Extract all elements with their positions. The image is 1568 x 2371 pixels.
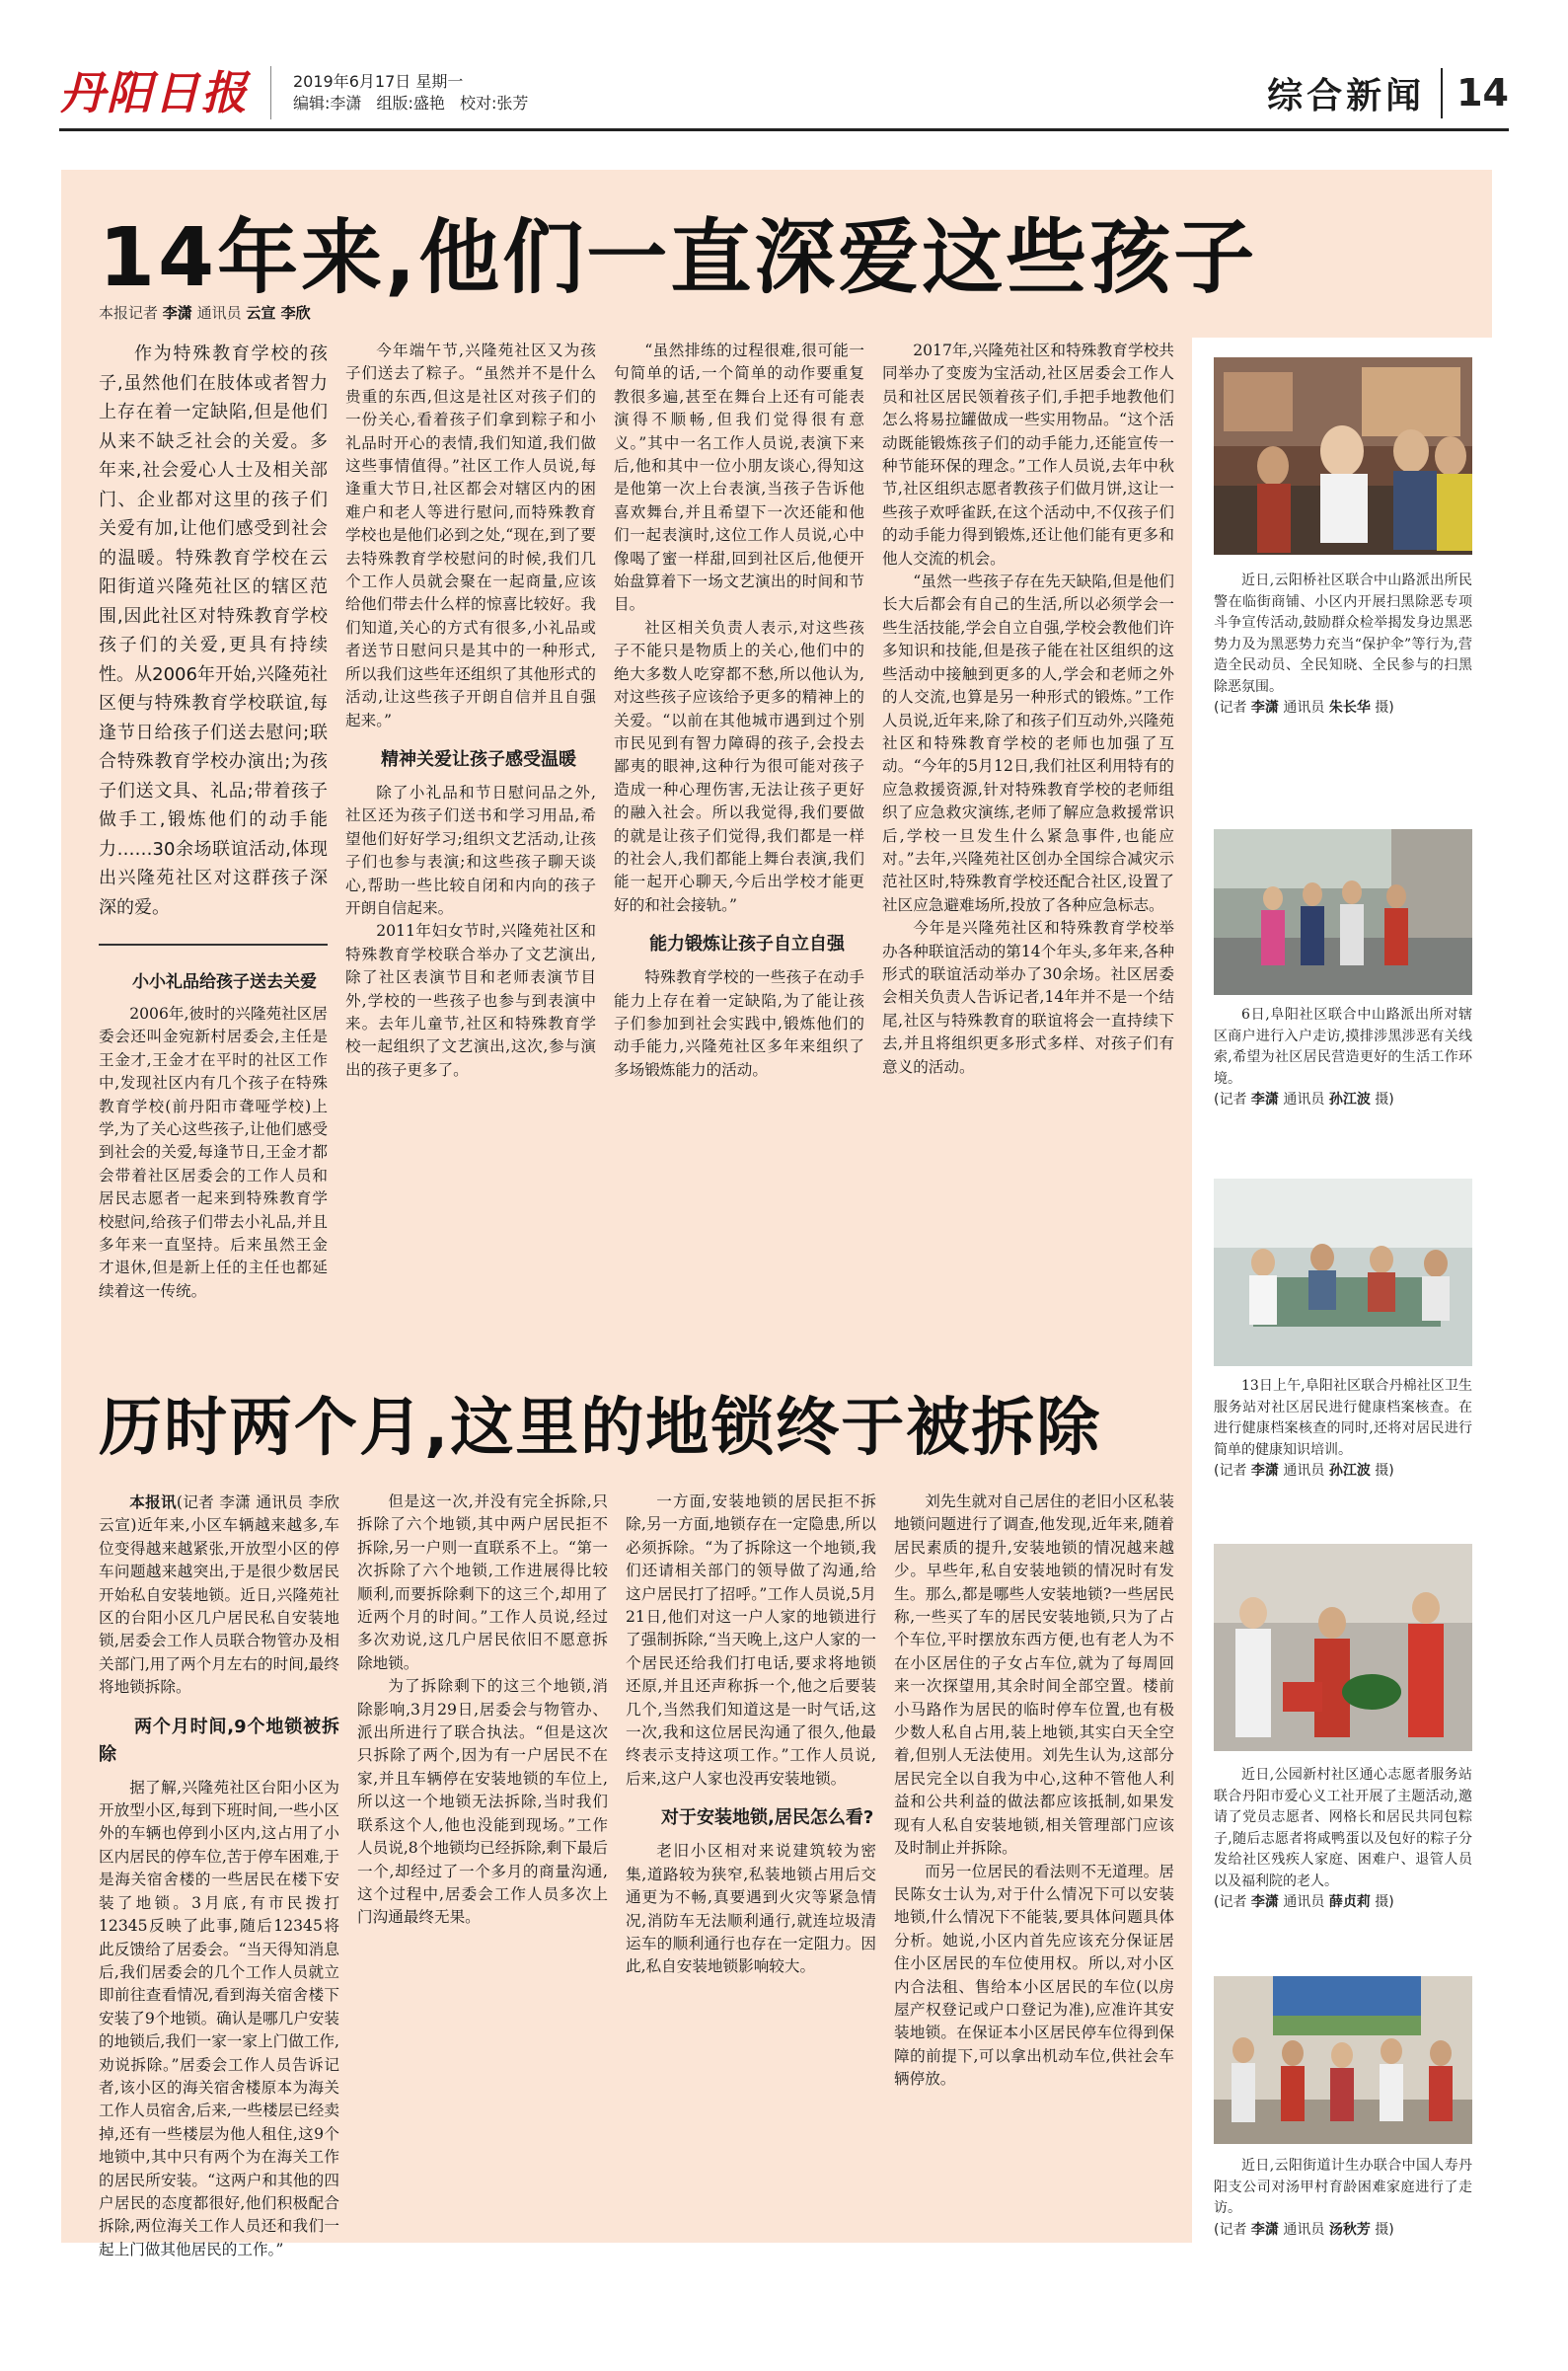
photo-caption-3 xyxy=(1214,1376,1472,1483)
byline-correspondents: 云宣 李欣 xyxy=(246,304,311,322)
article1-para-7: 特殊教育学校的一些孩子在动手能力上存在着一定缺陷,为了能让孩子们参加到社会实践中,锻炼他们的动手能力,兴隆苑社区多年来组织了多场锻炼能力的活动。 xyxy=(614,968,864,1079)
article2-para-7: 而另一位居民的看法则不无道理。居民陈女士认为,对于什么情况下可以安装地锁,什么情况下不能装,要具体问题具体分析。她说,小区内首先应该充分保证居住小区居民的车位使用权。所以,对小区内合法租、售给本小区居民的车位(以房屋产权登记或户口登记为准),应准许其安装地锁。在保证本小区居民停车位得到保障的前提下,可以拿出机动车位,供社会车辆停放。 xyxy=(894,1862,1174,2089)
article1-column-4 xyxy=(882,340,1174,1337)
credit-prefix: (记者 xyxy=(1214,1894,1247,1910)
credit-mid: 通讯员 xyxy=(1283,1092,1325,1108)
article1-subhead-2: 精神关爱让孩子感受温暖 xyxy=(381,748,576,770)
photo-door-to-door-visit xyxy=(1214,829,1472,995)
editor-credit: 编辑:李潇 xyxy=(293,94,362,113)
credit-mid: 通讯员 xyxy=(1283,1463,1325,1479)
byline-mid: 通讯员 xyxy=(196,304,242,322)
credit-reporter: 李潇 xyxy=(1250,2221,1279,2238)
article2-subhead-1: 两个月时间,9个地锁被拆除 xyxy=(99,1716,339,1765)
photo-caption-2 xyxy=(1214,1005,1472,1111)
article1-para-3: 除了小礼品和节日慰问品之外,社区还为孩子们送书和学习用品,希望他们好好学习;组织文艺活动,让孩子们也参与表演;和这些孩子聊天谈心,帮助一些比较自闭和内向的孩子开朗自信起来。 xyxy=(345,783,596,917)
section-name: 综合新闻 xyxy=(1267,68,1443,118)
newspaper-logo: 丹阳日报 xyxy=(59,66,271,119)
credit-prefix: (记者 xyxy=(1214,700,1247,716)
credit-photographer: 孙江波 xyxy=(1328,1092,1371,1108)
article1-para-2: 今年端午节,兴隆苑社区又为孩子们送去了粽子。“虽然并不是什么贵重的东西,但这是社区对孩子们的一份关心,看着孩子们拿到粽子和小礼品时开心的表情,我们知道,我们做这些事情值得。”社区工作人员说,每逢重大节日,社区都会对辖区内的困难户和老人等进行慰问,而特殊教育学校也是他们必到之处,“现在,到了要去特殊教育学校慰问的时候,我们几个工作人员就会聚在一起商量,应该给他们带去什么样的惊喜比较好。我们知道,关心的方式有很多,小礼品或者送节日慰问只是其中的一种形式,所以我们这些年还组织了其他形式的活动,让这些孩子开朗自信并且自强起来。” xyxy=(345,342,596,729)
photo-sidebar xyxy=(1192,338,1493,2243)
credit-reporter: 李潇 xyxy=(1250,1463,1279,1479)
photo-family-visit xyxy=(1214,1976,1472,2144)
article2-para-1: 据了解,兴隆苑社区台阳小区为开放型小区,每到下班时间,一些小区外的车辆也停到小区内,这占用了小区内居民的停车位,苦于停车困难,于是海关宿舍楼的一些居民在楼下安装了地锁。3月底,有市民拨打12345反映了此事,随后12345将此反馈给了居委会。“当天得知消息后,我们居委会的几个工作人员就立即前往查看情况,看到海关宿舍楼下安装了9个地锁。确认是哪几户安装的地锁后,我们一家一家上门做工作,劝说拆除。”居委会工作人员告诉记者,该小区的海关宿舍楼原本为海关工作人员宿舍,后来,一些楼层已经卖掉,还有一些楼层为他人租住,这9个地锁中,其中只有两个为在海关工作的居民所安装。“这两户和其他的四户居民的态度都很好,他们积极配合拆除,两位海关工作人员还和我们一起上门做其他居民的工作。” xyxy=(99,1778,339,2258)
article2-column-4 xyxy=(894,1491,1174,2231)
article2-para-5: 老旧小区相对来说建筑较为密集,道路较为狭窄,私装地锁占用后交通更为不畅,真要遇到火灾等紧急情况,消防车无法顺利通行,就连垃圾清运车的顺利通行也存在一定阻力。因此,私自安装地锁影响较大。 xyxy=(626,1842,876,1976)
article1-para-5: “虽然排练的过程很难,很可能一句简单的话,一个简单的动作要重复教很多遍,甚至在舞台上还有可能表演得不顺畅,但我们觉得很有意义。”其中一名工作人员说,表演下来后,他和其中一位小朋友谈心,得知这是他第一次上台表演,当孩子告诉他喜欢舞台,并且希望下一次还能和他们一起表演时,这位工作人员说,心中像喝了蜜一样甜,回到社区后,他便开始盘算着下一场文艺演出的时间和节目。 xyxy=(614,342,864,614)
article2-para-6: 刘先生就对自己居住的老旧小区私装地锁问题进行了调查,他发现,近年来,随着居民素质的提升,安装地锁的情况越来越少。早些年,私自安装地锁的情况时有发生。那么,都是哪些人安装地锁?一些居民称,一些买了车的居民安装地锁,只为了占个车位,平时摆放东西方便,也有老人为不在小区居住的子女占车位,就为了每周回来一次探望用,其余时间全部空置。楼前小马路作为居民的临时停车位置,也有极少数人私自占用,装上地锁,其实白天全空着,但别人无法使用。刘先生认为,这部分居民完全以自我为中心,这种不管他人利益和公共利益的做法都应该抵制,如果发现有人私自安装地锁,相关管理部门应该及时制止并拆除。 xyxy=(894,1492,1174,1858)
credit-suffix: 摄) xyxy=(1375,1463,1394,1479)
article2-column-2 xyxy=(357,1491,608,2231)
credit-photographer: 汤秋芳 xyxy=(1328,2221,1371,2238)
caption-text: 近日,云阳街道计生办联合中国人寿丹阳支公司对汤甲村育龄困难家庭进行了走访。 xyxy=(1214,2158,1472,2216)
credit-suffix: 摄) xyxy=(1375,700,1394,716)
article1-para-10: 今年是兴隆苑社区和特殊教育学校举办各种联谊活动的第14个年头,多年来,各种形式的联谊活动举办了30余场。社区居委会相关负责人告诉记者,14年并不是一个结尾,社区与特殊教育的联谊将会一直持续下去,并且将组织更多形式多样、对孩子们有意义的活动。 xyxy=(882,919,1174,1076)
photo-credit xyxy=(1214,1090,1472,1111)
photo-health-records-check xyxy=(1214,1179,1472,1366)
caption-text: 13日上午,阜阳社区联合丹棉社区卫生服务站对社区居民进行健康档案核查。在进行健康档案核查的同时,还将对居民进行简单的健康知识培训。 xyxy=(1214,1378,1472,1458)
caption-text: 近日,公园新村社区通心志愿者服务站联合丹阳市爱心义工社开展了主题活动,邀请了党员志愿者、网格长和居民共同包粽子,随后志愿者将咸鸭蛋以及包好的粽子分发给社区残疾人家庭、困难户、退管人员以及福利院的老人。 xyxy=(1214,1767,1472,1889)
issue-meta xyxy=(293,71,538,115)
credit-mid: 通讯员 xyxy=(1283,1894,1325,1910)
issue-date: 2019年6月17日 星期一 xyxy=(293,72,464,91)
credit-reporter: 李潇 xyxy=(1250,1092,1279,1108)
staff-credits xyxy=(293,93,538,115)
credit-prefix: (记者 xyxy=(1214,1092,1247,1108)
photo-caption-1 xyxy=(1214,571,1472,720)
page-number: 14 xyxy=(1456,71,1509,115)
credit-suffix: 摄) xyxy=(1375,2221,1394,2238)
article2-lead xyxy=(99,1491,339,1700)
photo-caption-4 xyxy=(1214,1765,1472,1914)
article1-byline xyxy=(99,302,311,323)
article1-column-1 xyxy=(99,340,328,1337)
credit-mid: 通讯员 xyxy=(1283,2221,1325,2238)
article2-lead-label: 本报讯 xyxy=(129,1492,177,1511)
photo-credit xyxy=(1214,2220,1472,2242)
credit-prefix: (记者 xyxy=(1214,1463,1247,1479)
article1-lead: 作为特殊教育学校的孩子,虽然他们在肢体或者智力上存在着一定缺陷,但是他们从来不缺乏社会的关爱。多年来,社会爱心人士及相关部门、企业都对这里的孩子们关爱有加,让他们感受到社会的温暖。特殊教育学校在云阳街道兴隆苑社区的辖区范围,因此社区对特殊教育学校孩子们的关爱,更具有持续性。从2006年开始,兴隆苑社区便与特殊教育学校联谊,每逢节日给孩子们送去慰问;联合特殊教育学校办演出;为孩子们送文具、礼品;带着孩子做手工,锻炼他们的动手能力……30余场联谊活动,体现出兴隆苑社区对这群孩子深深的爱。 xyxy=(99,344,328,918)
proof-credit: 校对:张芳 xyxy=(460,94,529,113)
article2-para-4: 一方面,安装地锁的居民拒不拆除,另一方面,地锁存在一定隐患,所以必须拆除。“为了拆除这一个地锁,我们还请相关部门的领导做了沟通,给这户居民打了招呼。”工作人员说,5月21日,他们对这一户人家的地锁进行了强制拆除,“当天晚上,这户人家的一个居民还给我们打电话,要求将地锁还原,并且还声称拆一个,他之后要装几个,当然我们知道这是一时气话,这一次,我和这位居民沟通了很久,他最终表示支持这项工作。”工作人员说,后来,这户人家也没再安装地锁。 xyxy=(626,1492,876,1788)
photo-credit xyxy=(1214,698,1472,720)
photo-anti-crime-campaign xyxy=(1214,357,1472,555)
photo-credit xyxy=(1214,1461,1472,1483)
credit-mid: 通讯员 xyxy=(1283,700,1325,716)
photo-zongzi-volunteers xyxy=(1214,1544,1472,1751)
byline-prefix: 本报记者 xyxy=(99,304,159,322)
article2-lead-text: (记者 李潇 通讯员 李欣 云宣)近年来,小区车辆越来越多,车位变得越来越紧张,开放型小区的停车问题越来越突出,于是很少数居民开始私自安装地锁。近日,兴隆苑社区的台阳小区几户居民私自安装地锁,居委会工作人员联合物管办及相关部门,用了两个月左右的时间,最终将地锁拆除。 xyxy=(99,1493,339,1697)
credit-photographer: 薛贞莉 xyxy=(1328,1894,1371,1910)
article1-para-6: 社区相关负责人表示,对这些孩子不能只是物质上的关心,他们中的绝大多数人吃穿都不愁,所以他认为,对这些孩子应该给予更多的精神上的关爱。“以前在其他城市遇到过个别市民见到有智力障碍的孩子,会投去鄙夷的眼神,这种行为很可能对孩子造成一种心理伤害,无法让孩子更好的融入社会。所以我觉得,我们要做的就是让孩子们觉得,我们都是一样的社会人,我们都能上舞台表演,我们能一起开心聊天,今后出学校才能更好的和社会接轨。” xyxy=(614,618,864,914)
article2-column-1 xyxy=(99,1491,339,2258)
byline-reporter: 李潇 xyxy=(162,304,192,322)
credit-reporter: 李潇 xyxy=(1250,700,1279,716)
article2-column-3 xyxy=(626,1491,876,2231)
article1-column-2 xyxy=(345,340,596,1337)
article2-para-3: 为了拆除剩下的这三个地锁,消除影响,3月29日,居委会与物管办、派出所进行了联合执法。“但是这次只拆除了两个,因为有一户居民不在家,并且车辆停在安装地锁的车位上,所以这一个地锁无法拆除,当时我们联系这个人,他也没能到现场。”工作人员说,8个地锁均已经拆除,剩下最后一个,却经过了一个多月的商量沟通,这个过程中,居委会工作人员多次上门沟通最终无果。 xyxy=(357,1677,608,1927)
credit-photographer: 孙江波 xyxy=(1328,1463,1371,1479)
article1-subhead-3: 能力锻炼让孩子自立自强 xyxy=(649,934,845,956)
article1-headline: 14年来,他们一直深爱这些孩子 xyxy=(99,211,1258,305)
photo-credit xyxy=(1214,1892,1472,1914)
caption-text: 6日,阜阳社区联合中山路派出所对辖区商户进行入户走访,摸排涉黑涉恶有关线索,希望为社区居民营造更好的生活工作环境。 xyxy=(1214,1007,1472,1087)
article1-para-4: 2011年妇女节时,兴隆苑社区和特殊教育学校联合举办了文艺演出,除了社区表演节目和老师表演节目外,学校的一些孩子也参与到表演中来。去年儿童节,社区和特殊教育学校一起组织了文艺演出,这次,参与演出的孩子更多了。 xyxy=(345,922,596,1079)
section-divider xyxy=(99,944,328,946)
article2-headline: 历时两个月,这里的地锁终于被拆除 xyxy=(99,1392,1102,1465)
article2-para-2: 但是这一次,并没有完全拆除,只拆除了六个地锁,其中两户居民拒不拆除,另一户则一直联系不上。“第一次拆除了六个地锁,工作进展得比较顺利,而要拆除剩下的这三个,却用了近两个月的时间。”工作人员说,经过多次劝说,这几户居民依旧不愿意拆除地锁。 xyxy=(357,1492,608,1672)
section-label xyxy=(1267,68,1509,118)
article1-subhead-1: 小小礼品给孩子送去关爱 xyxy=(132,972,317,992)
masthead xyxy=(59,57,1509,131)
credit-prefix: (记者 xyxy=(1214,2221,1247,2238)
layout-credit: 组版:盛艳 xyxy=(376,94,445,113)
caption-text: 近日,云阳桥社区联合中山路派出所民警在临街商铺、小区内开展扫黑除恶专项斗争宣传活动,鼓励群众检举揭发身边黑恶势力及为黑恶势力充当“保护伞”等行为,营造全民动员、全民知晓、全民参与的扫黑除恶氛围。 xyxy=(1214,573,1472,695)
credit-reporter: 李潇 xyxy=(1250,1894,1279,1910)
article1-column-3 xyxy=(614,340,864,1337)
article1-para-9: “虽然一些孩子存在先天缺陷,但是他们长大后都会有自己的生活,所以必须学会一些生活技能,学会自立自强,学校会教他们许多知识和技能,但是孩子能在社区组织的这些活动中接触到更多的人,学会和老师之外的人交流,也算是另一种形式的锻炼。”工作人员说,近年来,除了和孩子们互动外,兴隆苑社区和特殊教育学校的老师也加强了互动。“今年的5月12日,我们社区利用特有的应急救援资源,针对特殊教育学校的老师组织了应急救灾演练,老师了解应急救援常识后,学校一旦发生什么紧急事件,也能应对。”去年,兴隆苑社区创办全国综合减灾示范社区时,特殊教育学校还配合社区,设置了社区应急避难场所,投放了各种应急标志。 xyxy=(882,573,1174,914)
article2-subhead-2: 对于安装地锁,居民怎么看? xyxy=(661,1807,874,1829)
credit-photographer: 朱长华 xyxy=(1328,700,1371,716)
credit-suffix: 摄) xyxy=(1375,1092,1394,1108)
photo-caption-5 xyxy=(1214,2156,1472,2241)
article1-para-1: 2006年,彼时的兴隆苑社区居委会还叫金宛新村居委会,主任是王金才,王金才在平时的社区工作中,发现社区内有几个孩子在特殊教育学校(前丹阳市聋哑学校)上学,为了关心这些孩子,让他们感受到社会的关爱,每逢节日,王金才都会带着社区居委会的工作人员和居民志愿者一起来到特殊教育学校慰问,给孩子们带去小礼品,并且多年来一直坚持。后来虽然王金才退休,但是新上任的主任也都延续着这一传统。 xyxy=(99,1005,328,1300)
article1-para-8: 2017年,兴隆苑社区和特殊教育学校共同举办了变废为宝活动,社区居委会工作人员和社区居民领着孩子们,手把手地教他们怎么将易拉罐做成一些实用物品。“这个活动既能锻炼孩子们的动手能力,还能宣传一种节能环保的理念。”工作人员说,去年中秋节,社区组织志愿者教孩子们做月饼,这让一些孩子欢呼雀跃,在这个活动中,不仅孩子们的动手能力得到锻炼,还让他们能有更多和他人交流的机会。 xyxy=(882,342,1174,568)
credit-suffix: 摄) xyxy=(1375,1894,1394,1910)
